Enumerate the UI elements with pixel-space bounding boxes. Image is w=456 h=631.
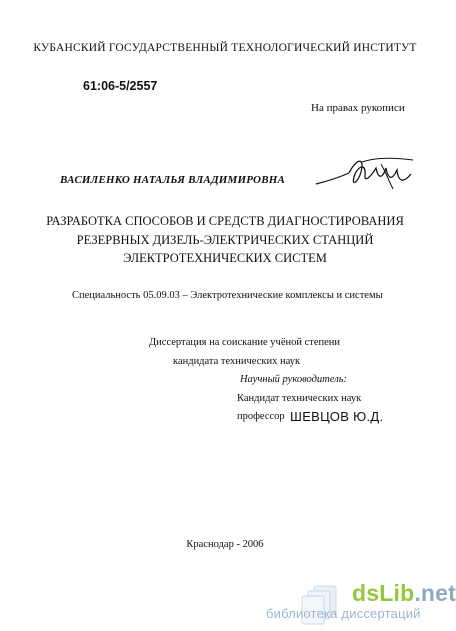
watermark-brand-suffix: .net bbox=[414, 580, 456, 606]
specialty-line: Специальность 05.09.03 – Электротехнические комплексы и системы bbox=[72, 290, 383, 301]
dissertation-title-line-2: РЕЗЕРВНЫХ ДИЗЕЛЬ-ЭЛЕКТРИЧЕСКИХ СТАНЦИЙ bbox=[76, 233, 374, 247]
advisor-label: Научный руководитель: bbox=[240, 374, 348, 385]
institute-name: КУБАНСКИЙ ГОСУДАРСТВЕННЫЙ ТЕХНОЛОГИЧЕСКИЙ ИНСТИТУТ bbox=[33, 42, 417, 54]
watermark-brand-prefix: dsLib bbox=[352, 580, 415, 606]
catalog-code: 61:06-5/2557 bbox=[83, 79, 158, 93]
advisor-title: Кандидат технических наук bbox=[237, 393, 362, 404]
city-year: Краснодар - 2006 bbox=[186, 539, 264, 550]
advisor-rank: профессор bbox=[237, 411, 285, 422]
degree-line: кандидата технических наук bbox=[173, 356, 301, 367]
handwritten-signature bbox=[312, 150, 417, 200]
advisor-name: ШЕВЦОВ Ю.Д. bbox=[290, 409, 384, 424]
author-name: ВАСИЛЕНКО НАТАЛЬЯ ВЛАДИМИРОВНА bbox=[60, 174, 286, 186]
watermark-brand bbox=[352, 580, 456, 607]
dissertation-title-line-3: ЭЛЕКТРОТЕХНИЧЕСКИХ СИСТЕМ bbox=[123, 251, 327, 265]
rights-notice: На правах рукописи bbox=[311, 102, 405, 114]
dissertation-title-line-1: РАЗРАБОТКА СПОСОБОВ И СРЕДСТВ ДИАГНОСТИРОВАНИЯ bbox=[46, 214, 404, 228]
dissertation-purpose: Диссертация на соискание учёной степени bbox=[149, 337, 341, 348]
watermark-subtitle: библиотека диссертаций bbox=[266, 606, 421, 621]
